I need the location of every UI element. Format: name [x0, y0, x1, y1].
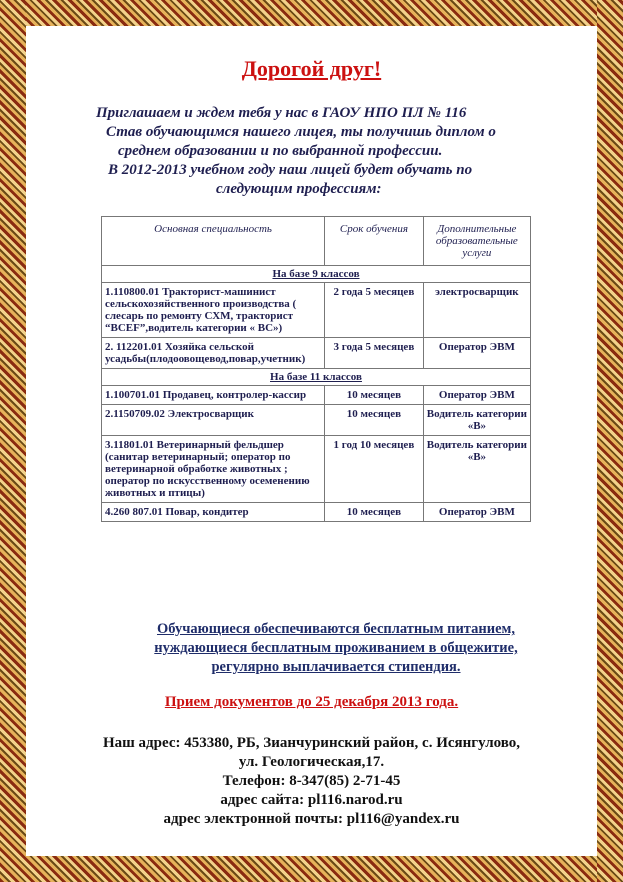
table-row [102, 283, 531, 338]
table-row [102, 338, 531, 369]
table-row [102, 503, 531, 522]
benefits-line: регулярно выплачивается стипендия. [211, 659, 461, 675]
address-line: ул. Геологическая,17. [238, 754, 385, 770]
term-cell: 10 месяцев [325, 386, 424, 405]
intro-line: среднем образовании и по выбранной профессии. [118, 143, 443, 159]
specialty-cell: 1.100701.01 Продавец, контролер-кассир [102, 386, 325, 405]
extra-cell: электросварщик [423, 283, 530, 338]
address-line: Наш адрес: 453380, РБ, Зианчуринский район, с. Исянгулово, [102, 735, 521, 751]
contact-info [26, 734, 597, 829]
professions-table [101, 216, 531, 522]
extra-cell: Водитель категории «В» [423, 405, 530, 436]
page-title: Дорогой друг! [241, 56, 382, 81]
term-cell: 10 месяцев [325, 405, 424, 436]
specialty-cell: 4.260 807.01 Повар, кондитер [102, 503, 325, 522]
deadline-notice: Прием документов до 25 декабря 2013 года. [164, 694, 459, 710]
extra-cell: Оператор ЭВМ [423, 503, 530, 522]
table-row [102, 436, 531, 503]
border-right [597, 0, 623, 882]
border-top [0, 0, 623, 26]
benefits-line: нуждающиеся бесплатным проживанием в общежитие, [154, 640, 518, 656]
phone-line: Телефон: 8-347(85) 2-71-45 [222, 773, 401, 789]
intro-text [96, 104, 566, 199]
website-line: адрес сайта: pl116.narod.ru [220, 792, 403, 808]
section-base-9: На базе 9 классов [102, 266, 531, 283]
table-row [102, 405, 531, 436]
header-extra: Дополнительные образовательные услуги [423, 217, 530, 266]
section-row [102, 266, 531, 283]
section-base-11: На базе 11 классов [102, 369, 531, 386]
border-bottom [0, 856, 623, 882]
benefits-text [106, 620, 566, 677]
extra-cell: Оператор ЭВМ [423, 338, 530, 369]
table-row [102, 386, 531, 405]
header-term: Срок обучения [325, 217, 424, 266]
benefits-line: Обучающиеся обеспечиваются бесплатным питанием, [156, 621, 516, 637]
border-left [0, 0, 26, 882]
term-cell: 1 год 10 месяцев [325, 436, 424, 503]
intro-line: следующим профессиям: [216, 181, 382, 197]
specialty-cell: 2. 112201.01 Хозяйка сельской усадьбы(плодоовощевод,повар,учетник) [102, 338, 325, 369]
intro-line: В 2012-2013 учебном году наш лицей будет обучать по [108, 162, 473, 178]
term-cell: 2 года 5 месяцев [325, 283, 424, 338]
term-cell: 10 месяцев [325, 503, 424, 522]
extra-cell: Водитель категории «В» [423, 436, 530, 503]
flyer-content [26, 26, 597, 856]
specialty-cell: 2.1150709.02 Электросварщик [102, 405, 325, 436]
intro-line: Приглашаем и ждем тебя у нас в ГАОУ НПО ПЛ № 116 [96, 105, 467, 121]
header-specialty: Основная специальность [102, 217, 325, 266]
email-line: адрес электронной почты: pl116@yandex.ru [163, 811, 460, 827]
intro-line: Став обучающимся нашего лицея, ты получишь диплом о [106, 124, 496, 140]
extra-cell: Оператор ЭВМ [423, 386, 530, 405]
specialty-cell: 3.11801.01 Ветеринарный фельдшер (санитар ветеринарный; оператор по ветеринарной обработке животных ; оператор по искусственному осеменению животных и птицы) [102, 436, 325, 503]
term-cell: 3 года 5 месяцев [325, 338, 424, 369]
table-header-row [102, 217, 531, 266]
specialty-cell: 1.110800.01 Тракторист-машинист сельскохозяйственного производства ( слесарь по ремонту СХМ, тракторист “BCEF”,водитель категории « ВС») [102, 283, 325, 338]
section-row [102, 369, 531, 386]
